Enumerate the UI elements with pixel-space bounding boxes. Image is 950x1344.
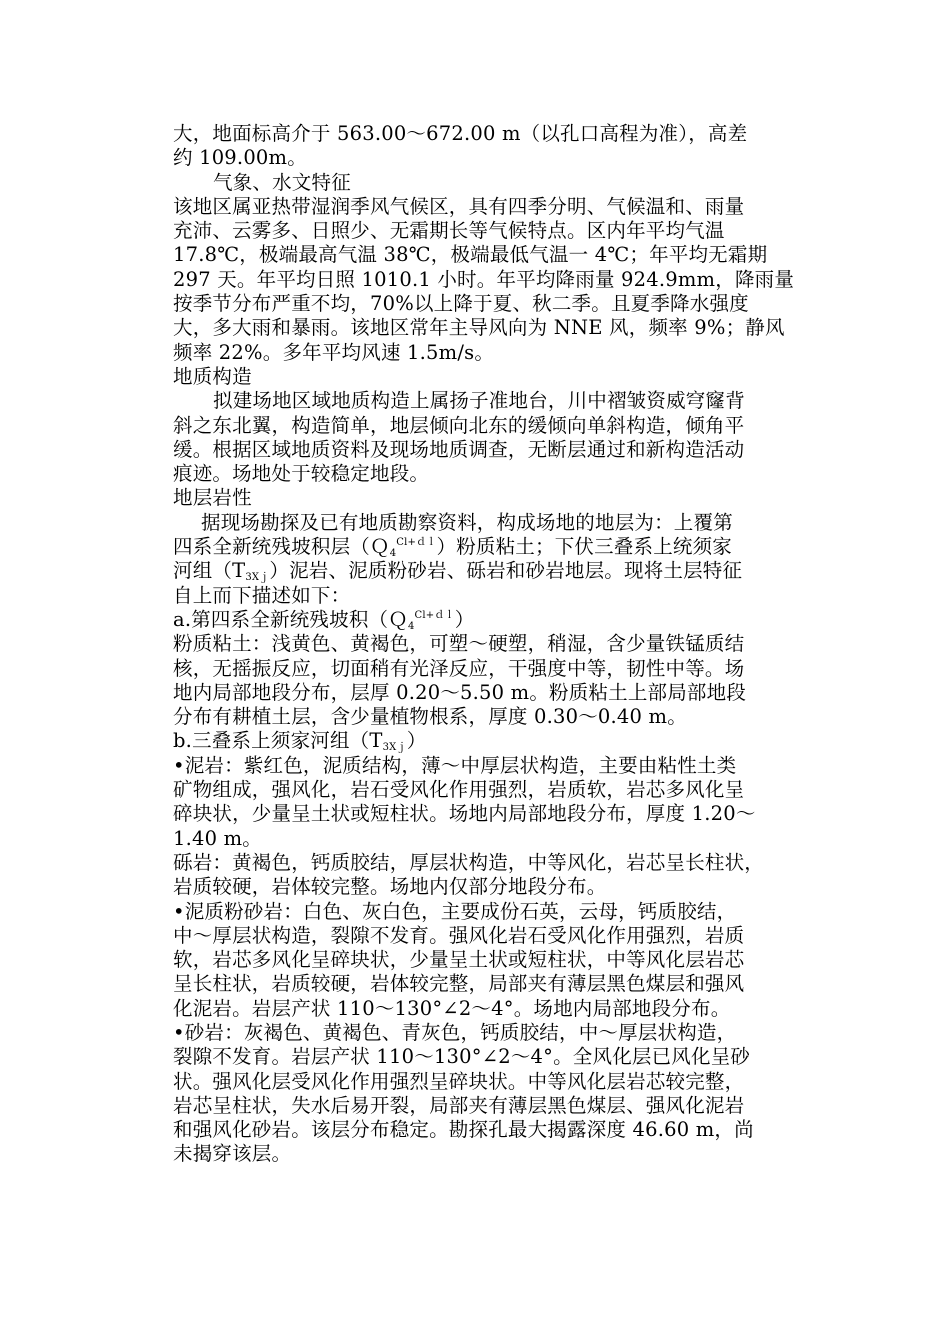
body-text-line: 和强风化砂岩。该层分布稳定。勘探孔最大揭露深度 46.60 m，尚: [173, 1118, 754, 1142]
document-body: [173, 122, 833, 1167]
formula-subscript: 4: [389, 548, 397, 560]
body-text-line: 状。强风化层受风化作用强烈呈碎块状。中等风化层岩芯较完整，: [173, 1069, 745, 1093]
formula-subscript: 3Xｊ: [245, 572, 270, 584]
formula-subscript: 4: [407, 620, 415, 632]
body-text-line: 大，多大雨和暴雨。该地区常年主导风向为 NNE 风，频率 9%；静风: [173, 316, 785, 340]
text-segment: 河组（T: [173, 559, 246, 583]
body-text-line: 缓。根据区域地质资料及现场地质调查，无断层通过和新构造活动: [173, 437, 745, 461]
section-heading-stratigraphy: 地层岩性: [173, 486, 252, 510]
body-text-line: 1.40 m。: [173, 826, 263, 850]
body-text-line: 中～厚层状构造，裂隙不发育。强风化岩石受风化作用强烈，岩质: [173, 923, 745, 947]
section-heading-geologic-structure: 地质构造: [173, 364, 252, 388]
body-text-line: 裂隙不发育。岩层产状 110～130°∠2～4°。全风化层已风化呈砂: [173, 1045, 751, 1069]
body-text-line: 该地区属亚热带湿润季风气候区，具有四季分明、气候温和、雨量: [173, 194, 745, 218]
body-text-line-with-formula: [173, 535, 833, 559]
bullet-item-silty-mudstone: •泥质粉砂岩：白色、灰白色，主要成份石英，云母，钙质胶结，: [173, 899, 737, 923]
bullet-item-mudstone: •泥岩：紫红色，泥质结构，薄～中厚层状构造，主要由粘性土类: [173, 753, 737, 777]
formula-subscript: 3Xｊ: [382, 742, 407, 754]
body-text-line: 核，无摇振反应，切面稍有光泽反应，干强度中等，韧性中等。场: [173, 656, 745, 680]
body-text-line: 充沛、云雾多、日照少、无霜期长等气候特点。区内年平均气温: [173, 219, 725, 243]
text-segment: ）泥岩、泥质粉砂岩、砾岩和砂岩地层。现将土层特征: [269, 559, 743, 583]
body-text-line: 岩质较硬，岩体较完整。场地内仅部分地段分布。: [173, 875, 607, 899]
body-text-line: 地内局部地段分布，层厚 0.20～5.50 m。粉质粘土上部局部地段: [173, 680, 747, 704]
body-text-line: 未揭穿该层。: [173, 1142, 292, 1166]
body-text-line: 17.8℃，极端最高气温 38℃，极端最低气温一 4℃；年平均无霜期: [173, 243, 768, 267]
body-text-line: 痕迹。场地处于较稳定地段。: [173, 462, 430, 486]
item-conglomerate: 砾岩：黄褐色，钙质胶结，厚层状构造，中等风化，岩芯呈长柱状，: [173, 850, 765, 874]
text-segment: b.三叠系上须家河组（T: [173, 729, 383, 753]
body-text-line: 据现场勘探及已有地质勘察资料，构成场地的地层为：上覆第: [201, 510, 733, 534]
body-text-line: 化泥岩。岩层产状 110～130°∠2～4°。场地内局部地段分布。: [173, 996, 731, 1020]
subsection-heading-b: [173, 729, 833, 753]
body-text-line: 呈长柱状，岩质较硬，岩体较完整，局部夹有薄层黑色煤层和强风: [173, 972, 745, 996]
body-text-line: 大，地面标高介于 563.00～672.00 m（以孔口高程为准），高差: [173, 122, 748, 145]
bullet-item-sandstone: •砂岩：灰褐色、黄褐色、青灰色，钙质胶结，中～厚层状构造，: [173, 1020, 737, 1044]
text-segment: ）粉质粘土；下伏三叠系上统须家: [436, 535, 733, 559]
body-text-line: 岩芯呈柱状，失水后易开裂，局部夹有薄层黑色煤层、强风化泥岩: [173, 1093, 745, 1117]
body-text-line: 碎块状，少量呈土状或短柱状。场地内局部地段分布，厚度 1.20～: [173, 802, 756, 826]
text-segment: a.第四系全新统残坡积（Ｑ: [173, 607, 408, 631]
body-text-line: 297 天。年平均日照 1010.1 小时。年平均降雨量 924.9mm，降雨量: [173, 267, 795, 291]
text-segment: ）: [406, 729, 427, 753]
body-text-line: 自上而下描述如下：: [173, 583, 351, 607]
formula-superscript: Cl+ｄｌ: [414, 609, 455, 621]
section-heading-climate-hydrology: 气象、水文特征: [213, 170, 351, 194]
body-text-line: 矿物组成，强风化，岩石受风化作用强烈，岩质软，岩芯多风化呈: [173, 778, 745, 802]
body-text-line: 软，岩芯多风化呈碎块状，少量呈土状或短柱状，中等风化层岩芯: [173, 948, 745, 972]
subsection-heading-a: [173, 608, 833, 632]
body-text-line: 按季节分布严重不均，70%以上降于夏、秋二季。且夏季降水强度: [173, 292, 749, 316]
body-text-line: 粉质粘土：浅黄色、黄褐色，可塑～硬塑，稍湿，含少量铁锰质结: [173, 632, 745, 656]
body-text-line-with-formula: [173, 559, 833, 583]
text-segment: 四系全新统残坡积层（Ｑ: [173, 535, 390, 559]
body-text-line: 约 109.00m。: [173, 146, 307, 170]
body-text-line: 斜之东北翼，构造简单，地层倾向北东的缓倾向单斜构造，倾角平: [173, 413, 745, 437]
body-text-line: 频率 22%。多年平均风速 1.5m/s。: [173, 340, 495, 364]
body-text-line: 拟建场地区域地质构造上属扬子准地台，川中褶皱资威穹窿背: [213, 389, 745, 413]
text-segment: ）: [454, 607, 475, 631]
formula-superscript: Cl+ｄｌ: [396, 537, 437, 549]
body-text-line: 分布有耕植土层，含少量植物根系，厚度 0.30～0.40 m。: [173, 705, 687, 729]
